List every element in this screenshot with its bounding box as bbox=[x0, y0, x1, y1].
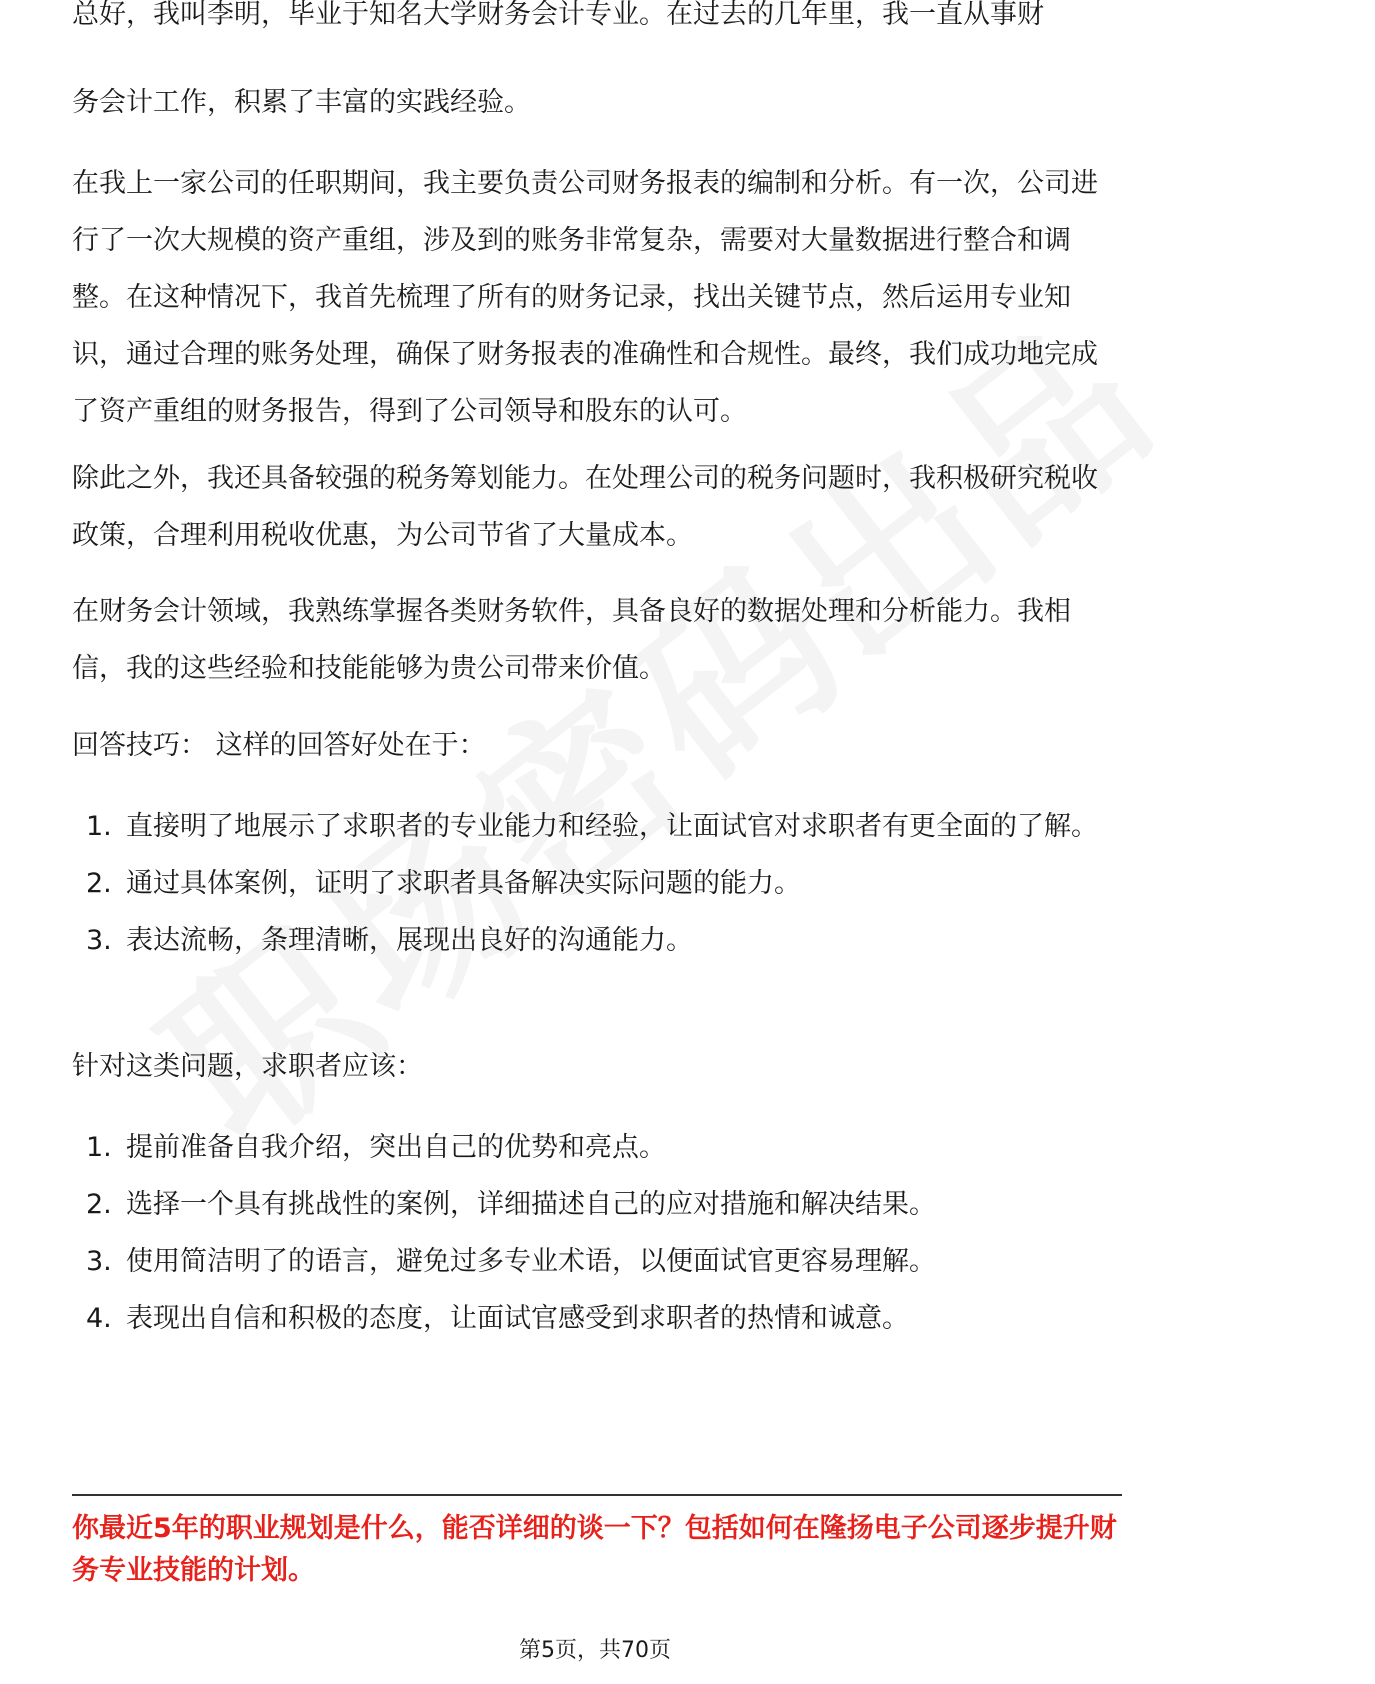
section-divider bbox=[72, 1494, 1122, 1496]
tips-heading: 回答技巧： 这样的回答好处在于： bbox=[72, 730, 486, 761]
page-number: 第5页，共70页 bbox=[519, 1638, 671, 1663]
list-item bbox=[72, 912, 1122, 969]
list-item-text: 直接明了地展示了求职者的专业能力和经验，让面试官对求职者有更全面的了解。 bbox=[126, 811, 1098, 842]
list-item-text: 使用简洁明了的语言，避免过多专业术语，以便面试官更容易理解。 bbox=[126, 1246, 936, 1277]
list-number: 3. bbox=[86, 1246, 112, 1277]
list-item-text: 提前准备自我介绍，突出自己的优势和亮点。 bbox=[126, 1132, 666, 1163]
list-number: 1. bbox=[86, 1132, 112, 1163]
list-item-text: 通过具体案例，证明了求职者具备解决实际问题的能力。 bbox=[126, 868, 801, 899]
list-item bbox=[72, 1119, 1122, 1176]
cut-off-line-text: 总好，我叫李明，毕业于知名大学财务会计专业。在过去的几年里，我一直从事财 bbox=[72, 0, 1044, 30]
tips-list bbox=[72, 798, 1122, 969]
list-item-text: 选择一个具有挑战性的案例，详细描述自己的应对措施和解决结果。 bbox=[126, 1189, 936, 1220]
advice-list bbox=[72, 1119, 1122, 1347]
list-item bbox=[72, 798, 1122, 855]
list-item-text: 表现出自信和积极的态度，让面试官感受到求职者的热情和诚意。 bbox=[126, 1303, 909, 1334]
cut-off-line bbox=[72, 0, 1122, 58]
list-number: 4. bbox=[86, 1303, 112, 1334]
list-item bbox=[72, 1290, 1122, 1347]
paragraph-1: 务会计工作，积累了丰富的实践经验。 bbox=[72, 87, 531, 118]
list-item bbox=[72, 1176, 1122, 1233]
paragraph-4: 在财务会计领域，我熟练掌握各类财务软件，具备良好的数据处理和分析能力。我相信，我的这些经验和技能能够为贵公司带来价值。 bbox=[72, 596, 1071, 684]
paragraph-2: 在我上一家公司的任职期间，我主要负责公司财务报表的编制和分析。有一次，公司进行了一次大规模的资产重组，涉及到的账务非常复杂，需要对大量数据进行整合和调整。在这种情况下，我首先梳理了所有的财务记录，找出关键节点，然后运用专业知识，通过合理的账务处理，确保了财务报表的准确性和合规性。最终，我们成功地完成了资产重组的财务报告，得到了公司领导和股东的认可。 bbox=[72, 168, 1098, 427]
list-number: 3. bbox=[86, 925, 112, 956]
list-item-text: 表达流畅，条理清晰，展现出良好的沟通能力。 bbox=[126, 925, 693, 956]
list-number: 1. bbox=[86, 811, 112, 842]
next-question-heading: 你最近5年的职业规划是什么，能否详细的谈一下？包括如何在隆扬电子公司逐步提升财务专业技能的计划。 bbox=[72, 1513, 1117, 1586]
list-number: 2. bbox=[86, 868, 112, 899]
list-item bbox=[72, 855, 1122, 912]
paragraph-3: 除此之外，我还具备较强的税务筹划能力。在处理公司的税务问题时，我积极研究税收政策，合理利用税收优惠，为公司节省了大量成本。 bbox=[72, 463, 1098, 551]
list-number: 2. bbox=[86, 1189, 112, 1220]
list-item bbox=[72, 1233, 1122, 1290]
advice-heading: 针对这类问题，求职者应该： bbox=[72, 1051, 423, 1082]
